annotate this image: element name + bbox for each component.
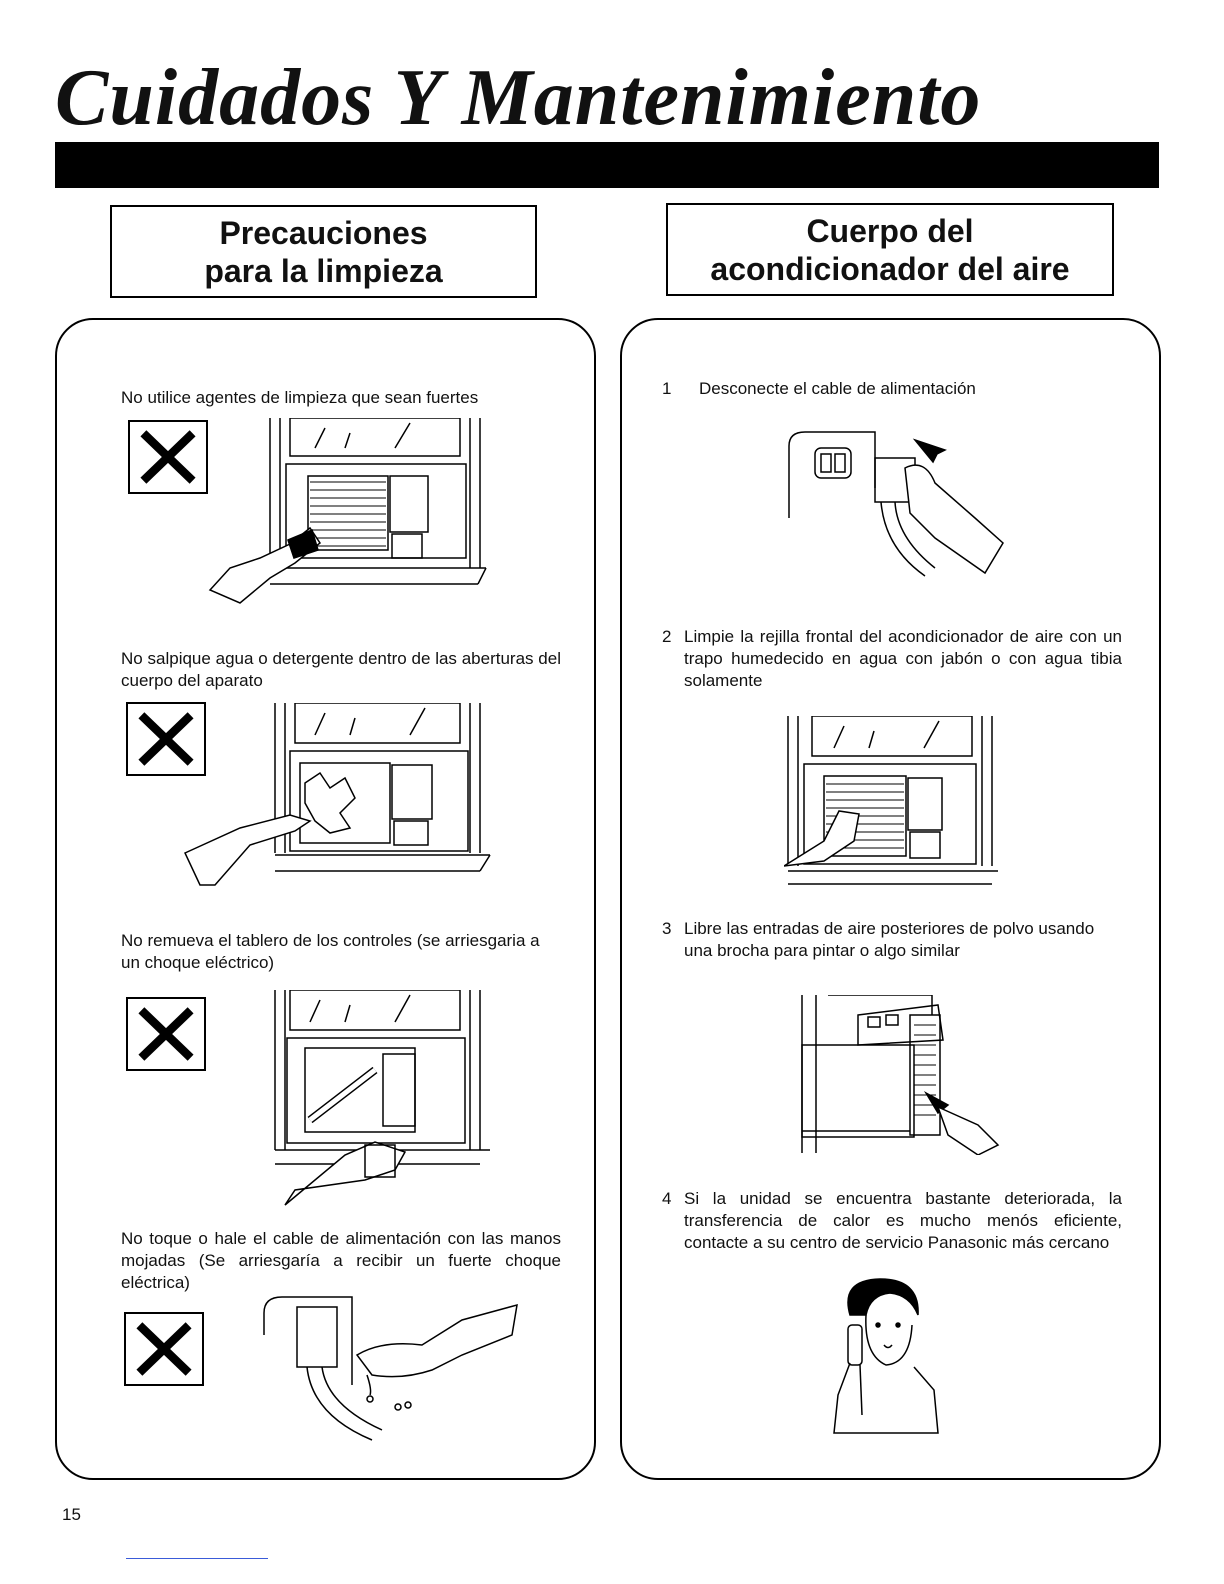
x-mark-icon <box>126 997 206 1071</box>
window-ac-cleaning-illustration <box>200 418 492 610</box>
step-text-4: Si la unidad se encuentra bastante deteriorada, la transferencia de calor es mucho menós eficiente, contacte a su centro de servicio Panasonic más cercano <box>684 1189 1122 1252</box>
step-number: 4 <box>662 1189 672 1208</box>
person-on-phone-illustration <box>830 1275 942 1440</box>
step-text-1: Desconecte el cable de alimentación <box>699 379 976 398</box>
wet-hands-plug-illustration <box>262 1295 524 1445</box>
window-ac-splash-illustration <box>180 703 492 889</box>
title-bar <box>55 142 1159 188</box>
x-mark-icon <box>124 1312 204 1386</box>
step-number: 2 <box>662 627 672 646</box>
section-heading-precautions <box>110 205 537 298</box>
precaution-text-2: No salpique agua o detergente dentro de las aberturas del cuerpo del aparato <box>121 649 561 690</box>
step-number: 1 <box>662 379 672 398</box>
page-title: Cuidados Y Mantenimiento <box>55 54 982 142</box>
unplug-illustration <box>785 428 1005 578</box>
x-mark-icon <box>128 420 208 494</box>
brush-rear-intake-illustration <box>798 995 1004 1155</box>
section-heading-body <box>666 203 1114 296</box>
step-text-2: Limpie la rejilla frontal del acondicionador de aire con un trapo humedecido en agua con jabón o con agua tibia solamente <box>684 627 1122 690</box>
heading-line: para la limpieza <box>204 253 443 289</box>
precaution-text-4: No toque o hale el cable de alimentación con las manos mojadas (Se arriesgaría a recibir un fuerte choque eléctrica) <box>121 1229 561 1292</box>
step-number: 3 <box>662 919 672 938</box>
heading-line: Cuerpo del <box>806 213 974 249</box>
precaution-text-3: No remueva el tablero de los controles (se arriesgaria a un choque eléctrico) <box>121 931 540 972</box>
wipe-grille-illustration <box>784 716 1002 886</box>
control-panel-removal-illustration <box>265 990 495 1210</box>
step-text-3: Libre las entradas de aire posteriores de polvo usando una brocha para pintar o algo similar <box>684 919 1095 960</box>
heading-line: Precauciones <box>219 215 428 251</box>
footer-rule <box>126 1558 268 1559</box>
heading-line: acondicionador del aire <box>710 251 1070 287</box>
page-number: 15 <box>62 1505 81 1524</box>
precaution-text-1: No utilice agentes de limpieza que sean fuertes <box>121 388 479 407</box>
